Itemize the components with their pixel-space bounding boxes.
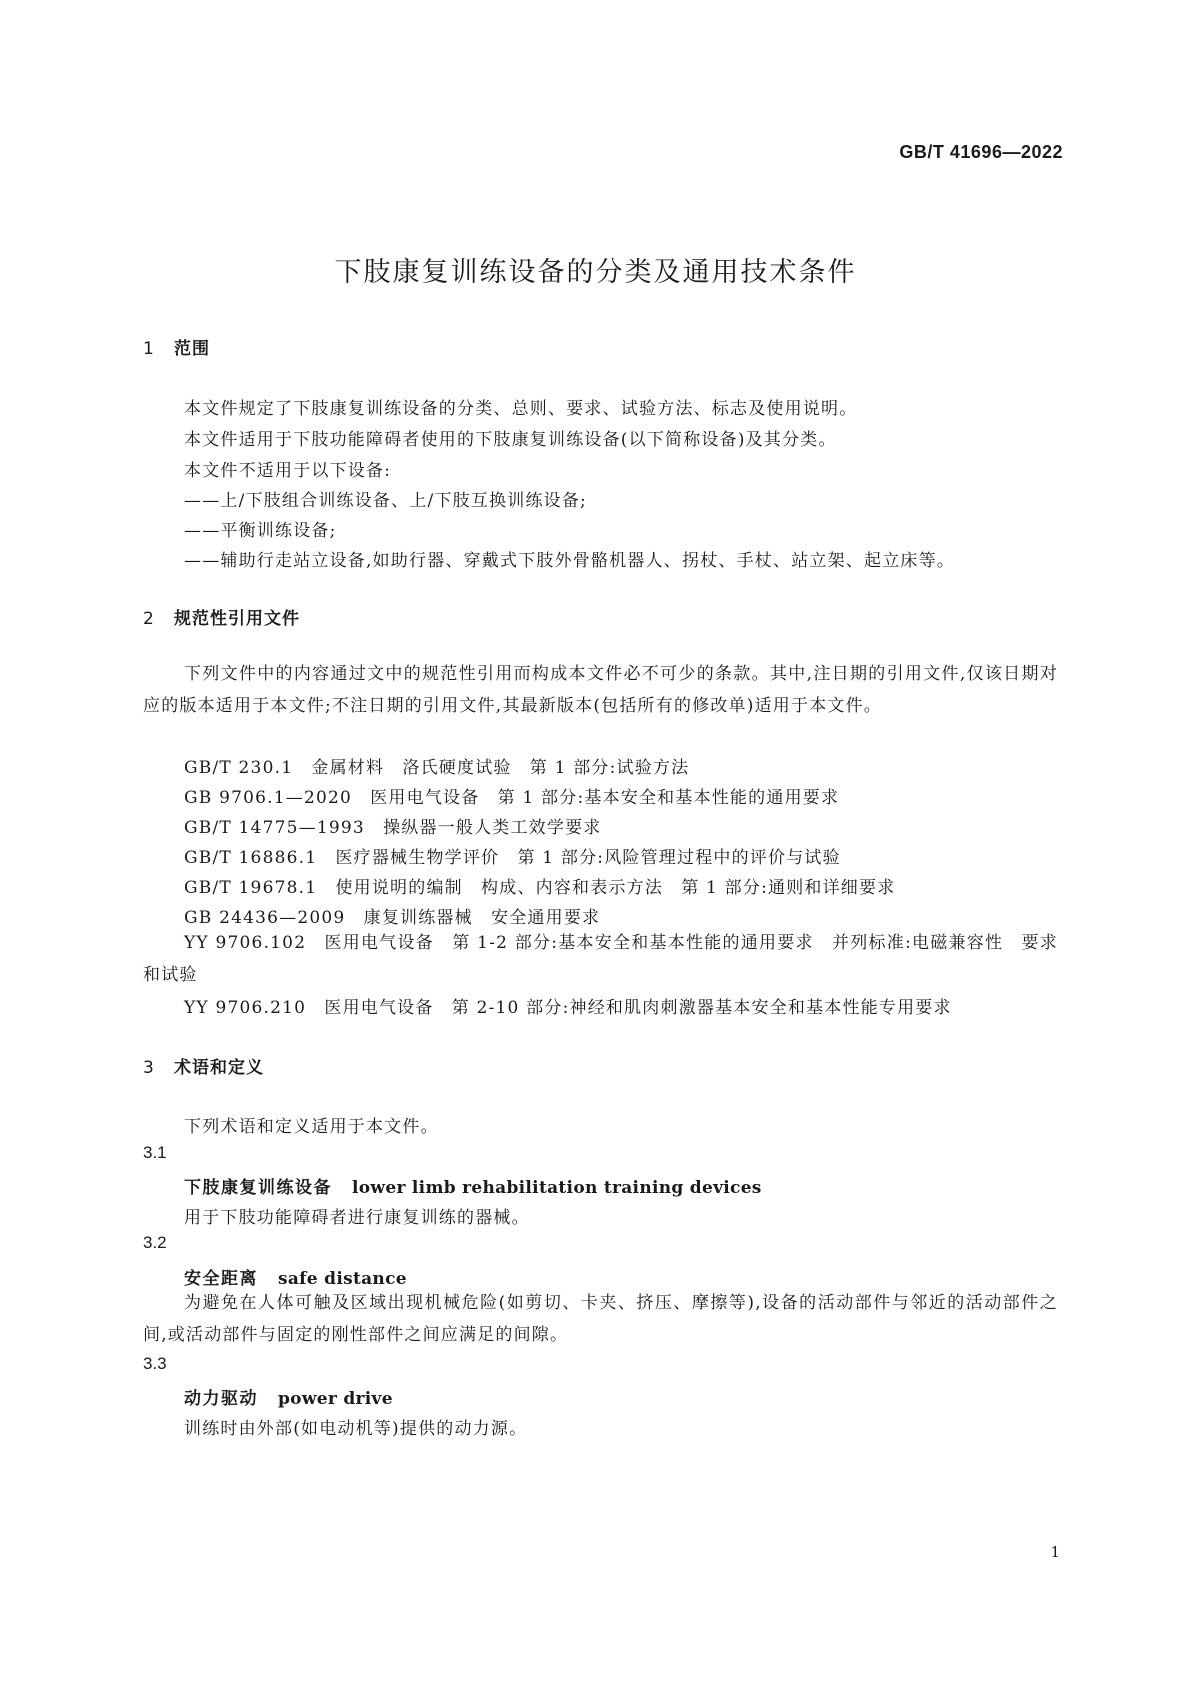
section-3-heading bbox=[143, 1053, 264, 1078]
paragraph: 本文件规定了下肢康复训练设备的分类、总则、要求、试验方法、标志及使用说明。 bbox=[184, 399, 858, 419]
reference-item: GB/T 14775—1993 操纵器一般人类工效学要求 bbox=[184, 818, 602, 838]
term-definition: 用于下肢功能障碍者进行康复训练的器械。 bbox=[184, 1208, 530, 1228]
section-title: 术语和定义 bbox=[174, 1058, 264, 1078]
reference-item: GB/T 230.1 金属材料 洛氏硬度试验 第 1 部分:试验方法 bbox=[184, 758, 690, 778]
list-item: ——辅助行走站立设备,如助行器、穿戴式下肢外骨骼机器人、拐杖、手杖、站立架、起立床等。 bbox=[184, 551, 956, 571]
paragraph: 下列术语和定义适用于本文件。 bbox=[184, 1117, 439, 1137]
term-heading bbox=[184, 1384, 393, 1409]
reference-item: YY 9706.102 医用电气设备 第 1-2 部分:基本安全和基本性能的通用要求 并列标准:电磁兼容性 要求和试验 bbox=[143, 933, 1058, 985]
term-en: lower limb rehabilitation training devices bbox=[352, 1178, 762, 1198]
reference-item: GB 9706.1—2020 医用电气设备 第 1 部分:基本安全和基本性能的通用要求 bbox=[184, 788, 840, 808]
term-zh: 动力驱动 bbox=[184, 1389, 258, 1409]
term-number: 3.2 bbox=[143, 1233, 167, 1252]
term-en: power drive bbox=[278, 1389, 393, 1409]
reference-item: GB/T 19678.1 使用说明的编制 构成、内容和表示方法 第 1 部分:通则和详细要求 bbox=[184, 878, 896, 898]
section-title: 范围 bbox=[174, 339, 210, 359]
section-number: 3 bbox=[143, 1058, 155, 1078]
term-zh: 安全距离 bbox=[184, 1269, 258, 1289]
paragraph: 本文件适用于下肢功能障碍者使用的下肢康复训练设备(以下简称设备)及其分类。 bbox=[184, 430, 837, 450]
term-zh: 下肢康复训练设备 bbox=[184, 1178, 332, 1198]
reference-item: YY 9706.210 医用电气设备 第 2-10 部分:神经和肌肉刺激器基本安全和基本性能专用要求 bbox=[184, 998, 952, 1018]
reference-item: GB 24436—2009 康复训练器械 安全通用要求 bbox=[184, 908, 601, 928]
paragraph: 本文件不适用于以下设备: bbox=[184, 461, 392, 481]
section-2-heading bbox=[143, 604, 300, 629]
document-number: GB/T 41696—2022 bbox=[899, 142, 1063, 162]
term-heading bbox=[184, 1264, 407, 1289]
section-number: 2 bbox=[143, 609, 155, 629]
section-1-heading bbox=[143, 334, 210, 359]
term-definition: 为避免在人体可触及区域出现机械危险(如剪切、卡夹、挤压、摩擦等),设备的活动部件与邻近的活动部件之间,或活动部件与固定的刚性部件之间应满足的间隙。 bbox=[143, 1293, 1058, 1345]
reference-item: GB/T 16886.1 医疗器械生物学评价 第 1 部分:风险管理过程中的评价与试验 bbox=[184, 848, 841, 868]
section-title: 规范性引用文件 bbox=[174, 609, 300, 629]
term-heading bbox=[184, 1173, 762, 1198]
list-item: ——平衡训练设备; bbox=[184, 521, 337, 541]
term-definition: 训练时由外部(如电动机等)提供的动力源。 bbox=[184, 1419, 528, 1439]
term-number: 3.3 bbox=[143, 1354, 167, 1373]
term-en: safe distance bbox=[278, 1269, 407, 1289]
page-number: 1 bbox=[1050, 1543, 1060, 1561]
list-item: ——上/下肢组合训练设备、上/下肢互换训练设备; bbox=[184, 491, 587, 511]
document-title: 下肢康复训练设备的分类及通用技术条件 bbox=[334, 257, 857, 288]
term-number: 3.1 bbox=[143, 1143, 167, 1162]
paragraph: 下列文件中的内容通过文中的规范性引用而构成本文件必不可少的条款。其中,注日期的引用文件,仅该日期对应的版本适用于本文件;不注日期的引用文件,其最新版本(包括所有的修改单)适用于本文件。 bbox=[143, 664, 1058, 716]
section-number: 1 bbox=[143, 339, 155, 359]
